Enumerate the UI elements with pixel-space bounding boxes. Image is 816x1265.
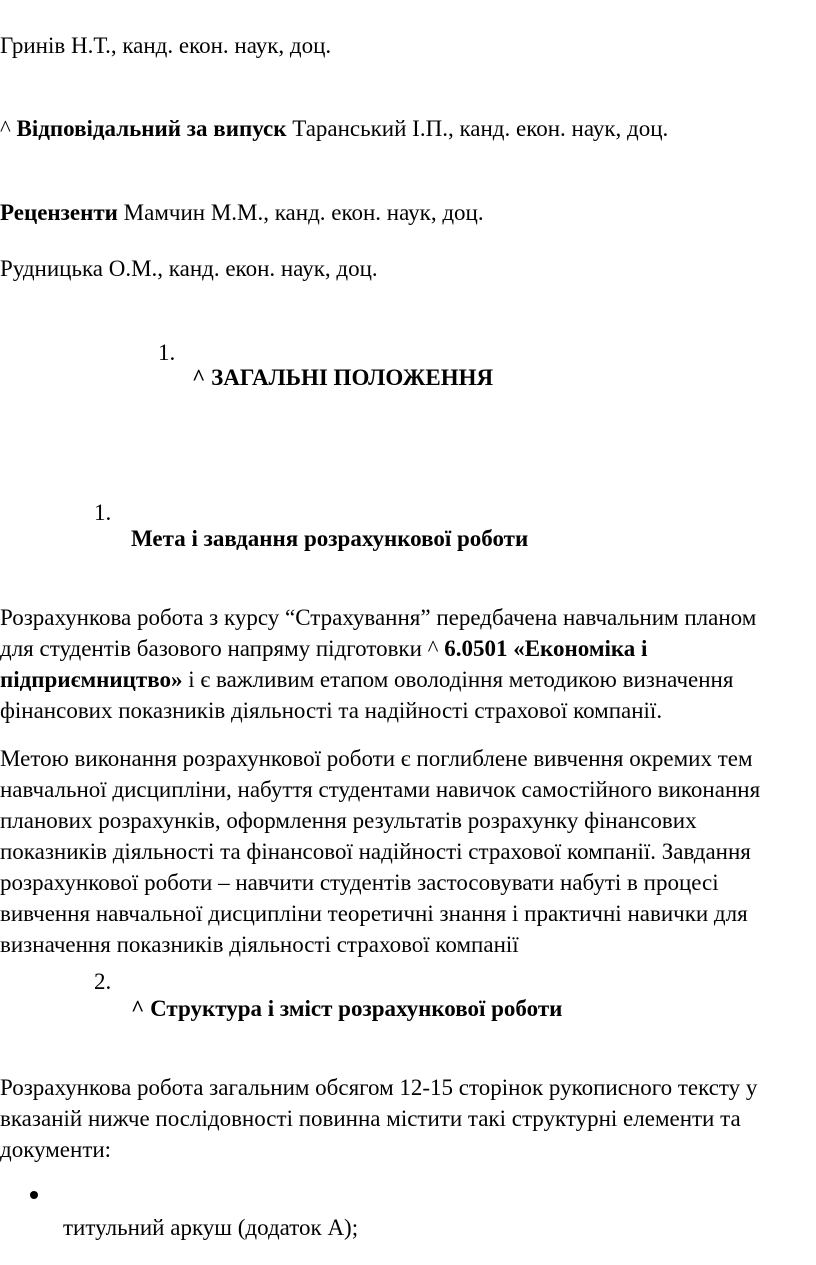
subsection-1-number: 1. bbox=[94, 500, 112, 525]
author-line bbox=[0, 30, 331, 61]
list-item: титульний аркуш (додаток А); bbox=[63, 1215, 359, 1240]
subsection-1-title: Мета і завдання розрахункової роботи bbox=[131, 526, 529, 551]
paragraph-structure bbox=[0, 1072, 816, 1165]
subsection-2-marker: ^ bbox=[131, 996, 145, 1021]
section-1-number: 1. bbox=[158, 340, 176, 365]
paragraph-line: Метою виконання розрахункової роботи є поглиблене вивчення окремих тем bbox=[0, 746, 753, 771]
paragraph-goal bbox=[0, 743, 816, 960]
paragraph-line: Розрахункова робота з курсу “Страхування” передбачена навчальним планом bbox=[0, 605, 757, 630]
paragraph-line: визначення показників діяльності страхової компанії bbox=[0, 932, 519, 957]
subsection-2-title: Структура і зміст розрахункової роботи bbox=[150, 996, 563, 1021]
responsible-value: Таранський І.П., канд. екон. наук, доц. bbox=[292, 116, 669, 141]
paragraph-line: планових розрахунків, оформлення результатів розрахунку фінансових bbox=[0, 808, 697, 833]
reviewer-1: Мамчин М.М., канд. екон. наук, доц. bbox=[123, 200, 484, 225]
paragraph-line bbox=[0, 633, 816, 664]
paragraph-text: для студентів базового напряму підготовки bbox=[0, 636, 428, 661]
author-text: Гринів Н.Т., канд. екон. наук, доц. bbox=[0, 33, 332, 58]
paragraph-line: показників діяльності та фінансової надійності страхової компанії. Завдання bbox=[0, 839, 751, 864]
paragraph-line: навчальної дисципліни, набуття студентами навичок самостійного виконання bbox=[0, 777, 761, 802]
subsection-2-heading bbox=[131, 993, 562, 1024]
paragraph-purpose bbox=[0, 602, 816, 726]
paragraph-bold: підприємництво» bbox=[0, 667, 183, 692]
reviewer-2: Рудницька О.М., канд. екон. наук, доц. bbox=[0, 256, 378, 281]
reviewers-label: Рецензенти bbox=[0, 200, 118, 225]
section-1-title: ЗАГАЛЬНІ ПОЛОЖЕННЯ bbox=[211, 365, 494, 390]
reviewer-2-line bbox=[0, 253, 378, 284]
responsible-line bbox=[0, 113, 668, 144]
paragraph-line: розрахункової роботи – навчити студентів застосовувати набуті в процесі bbox=[0, 870, 719, 895]
responsible-label: Відповідальний за випуск bbox=[16, 116, 287, 141]
paragraph-line: вказаній нижче послідовності повинна містити такі структурні елементи та bbox=[0, 1106, 741, 1131]
responsible-marker: ^ bbox=[0, 116, 11, 141]
paragraph-line: Розрахункова робота загальним обсягом 12-15 сторінок рукописного тексту у bbox=[0, 1075, 758, 1100]
paragraph-bold: 6.0501 «Економіка і bbox=[444, 636, 648, 661]
subsection-2-number: 2. bbox=[94, 969, 112, 994]
bullet-icon bbox=[30, 1191, 38, 1199]
section-1-heading bbox=[192, 362, 493, 393]
paragraph-line: вивчення навчальної дисципліни теоретичні знання і практичні навички для bbox=[0, 901, 748, 926]
section-1-marker: ^ bbox=[192, 365, 206, 390]
paragraph-line bbox=[0, 664, 816, 695]
paragraph-line: фінансових показників діяльності та надійності страхової компанії. bbox=[0, 698, 663, 723]
reviewers-line bbox=[0, 197, 484, 228]
paragraph-line: документи: bbox=[0, 1137, 112, 1162]
paragraph-text: і є важливим етапом оволодіння методикою визначення bbox=[182, 667, 734, 692]
paragraph-marker: ^ bbox=[427, 636, 439, 661]
